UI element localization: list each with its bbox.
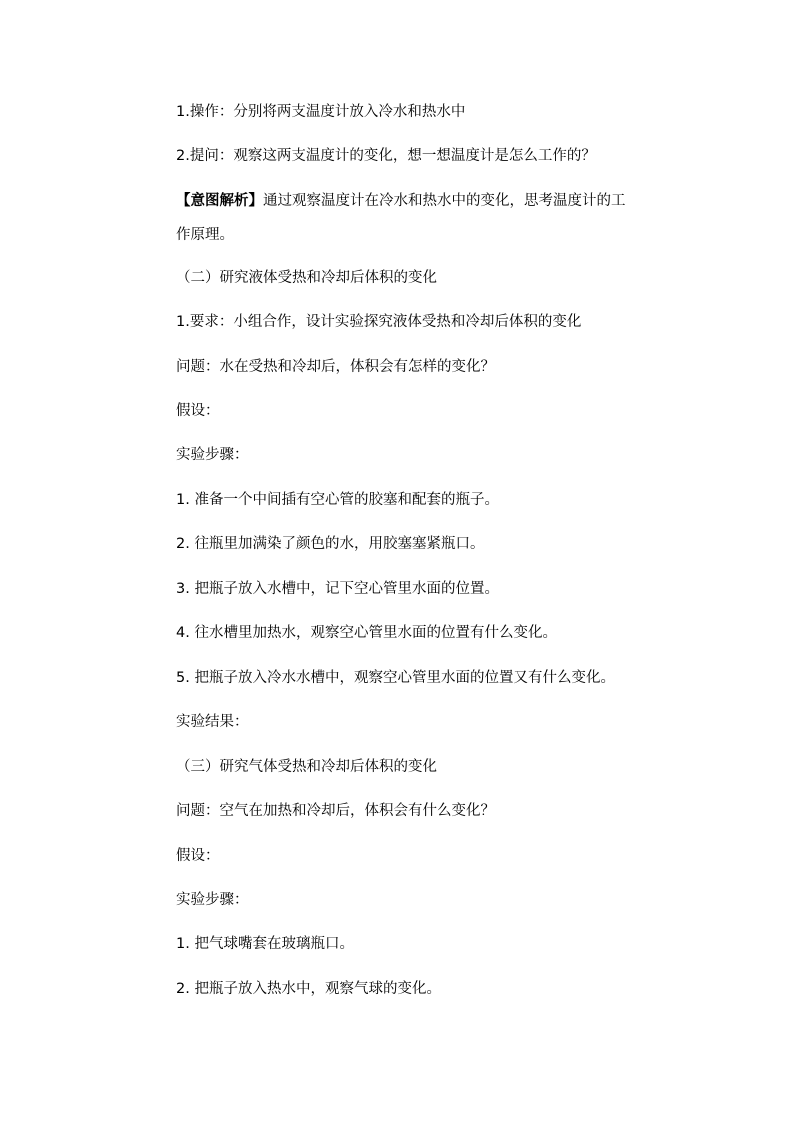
liquid-step-5: 5. 把瓶子放入冷水水槽中，观察空心管里水面的位置又有什么变化。	[176, 670, 615, 686]
liquid-step-4: 4. 往水槽里加热水，观察空心管里水面的位置有什么变化。	[176, 625, 557, 641]
requirement-line: 1.要求：小组合作，设计实验探究液体受热和冷却后体积的变化	[176, 314, 582, 330]
liquid-steps-label: 实验步骤：	[176, 447, 249, 463]
intent-paragraph	[176, 191, 682, 245]
liquid-result-label: 实验结果：	[176, 714, 249, 730]
liquid-hypothesis-label: 假设：	[176, 403, 220, 419]
liquid-step-2: 2. 往瓶里加满染了颜色的水，用胶塞塞紧瓶口。	[176, 536, 485, 552]
liquid-question-line: 问题：水在受热和冷却后，体积会有怎样的变化？	[176, 359, 495, 375]
operation-line: 1.操作：分别将两支温度计放入冷水和热水中	[176, 104, 466, 120]
liquid-step-3: 3. 把瓶子放入水槽中，记下空心管里水面的位置。	[176, 581, 499, 597]
gas-question-line: 问题：空气在加热和冷却后，体积会有什么变化？	[176, 803, 495, 819]
intent-text: 通过观察温度计在冷水和热水中的变化，思考温度计的工	[263, 193, 626, 209]
intent-continuation: 作原理。	[176, 227, 234, 243]
section-two-heading: （二）研究液体受热和冷却后体积的变化	[176, 270, 437, 286]
gas-step-1: 1. 把气球嘴套在玻璃瓶口。	[176, 936, 354, 952]
gas-steps-label: 实验步骤：	[176, 892, 249, 908]
gas-step-2: 2. 把瓶子放入热水中，观察气球的变化。	[176, 981, 441, 997]
intent-label: 【意图解析】	[176, 193, 263, 209]
question-line: 2.提问：观察这两支温度计的变化，想一想温度计是怎么工作的？	[176, 148, 596, 164]
liquid-step-1: 1. 准备一个中间插有空心管的胶塞和配套的瓶子。	[176, 492, 499, 508]
section-three-heading: （三）研究气体受热和冷却后体积的变化	[176, 759, 437, 775]
gas-hypothesis-label: 假设：	[176, 848, 220, 864]
